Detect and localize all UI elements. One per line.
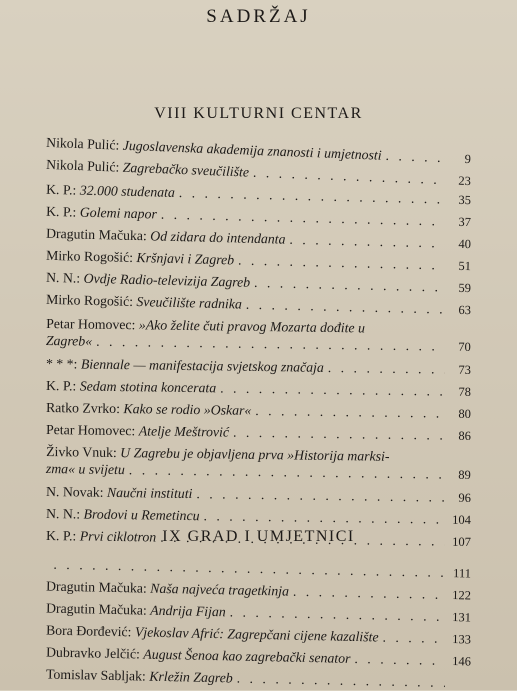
leader-dots	[220, 379, 445, 399]
entry-title: August Šenoa kao zagrebački senator	[143, 646, 350, 667]
page-number: 59	[449, 280, 471, 298]
entry-author: * * *:	[46, 355, 78, 372]
leader-dots	[233, 424, 445, 444]
entry-title: Kako se rodio »Oskar«	[123, 400, 251, 419]
entry-title: Krležin Zagreb	[149, 668, 233, 687]
entry-author: K. P.:	[46, 181, 77, 199]
entry-title: Naučni instituti	[107, 484, 193, 502]
toc-entry	[46, 666, 471, 691]
entry-author: Mirko Rogošić:	[46, 247, 133, 266]
entry-title-continued: zma« u svijetu	[46, 460, 125, 478]
page-number: 63	[449, 302, 471, 320]
page-number: 51	[449, 258, 471, 276]
entry-title: Kršnjavi i Zagreb	[136, 249, 234, 268]
page-number: 89	[449, 467, 471, 484]
entry-title: Od zidara do intendanta	[150, 227, 286, 247]
entry-author: Ratko Zvrko:	[46, 399, 120, 417]
toc-entry	[46, 377, 471, 401]
entry-title: Naša najveća tragetkinja	[150, 580, 289, 600]
toc-entry	[46, 399, 471, 423]
page-number: 122	[449, 587, 471, 604]
page-number: 40	[449, 236, 471, 254]
leader-dots	[230, 603, 446, 625]
entry-title: U Zagrebu je objavljena prva »Historija marksi-	[120, 444, 389, 465]
page-number: 80	[449, 406, 471, 423]
page-number: 96	[449, 490, 471, 507]
toc-entry	[46, 355, 471, 379]
page-number: 133	[449, 631, 471, 648]
leader-dots	[254, 274, 445, 296]
entry-title: Biennale — manifestacija svjetskog značaja	[81, 356, 324, 376]
entry-author: Dragutin Mačuka:	[46, 225, 147, 244]
leader-dots	[253, 164, 446, 188]
entry-title: 32.000 studenata	[80, 182, 175, 201]
leader-dots	[354, 650, 445, 669]
entry-author: N. Novak:	[46, 483, 104, 501]
leader-dots	[161, 206, 446, 230]
entry-title: Atelje Meštrović	[139, 422, 230, 440]
leader-dots	[96, 333, 445, 355]
entry-author: Živko Vnuk:	[46, 443, 117, 461]
toc-entry	[46, 483, 471, 507]
toc-entry	[46, 505, 471, 529]
page-number: 9	[449, 150, 472, 168]
leader-dots	[293, 583, 445, 603]
page-number: 104	[449, 512, 471, 529]
entry-title: Zagrebačko sveučilište	[122, 159, 249, 181]
entry-author: Tomislav Sabljak:	[46, 666, 146, 685]
entry-title: Sedam stotina koncerata	[80, 378, 217, 397]
leader-dots	[238, 252, 445, 274]
entry-author: K. P.:	[46, 203, 77, 221]
page-number: 78	[449, 384, 471, 401]
entry-title: Ovdje Radio-televizija Zagreb	[83, 270, 250, 291]
leader-dots	[237, 670, 446, 691]
entry-title: Sveučilište radnika	[136, 293, 242, 313]
entry-title: »Ako želite čuti pravog Mozarta dođite u	[139, 316, 365, 336]
page-number: 70	[449, 339, 471, 356]
leader-dots	[196, 485, 445, 505]
toc-entry	[46, 315, 471, 356]
entry-author: N. N.:	[46, 505, 80, 522]
entry-author: Nikola Pulić:	[46, 156, 120, 176]
entry-author: Nikola Pulić:	[46, 134, 120, 154]
leader-dots	[53, 556, 445, 581]
entry-title: Andrija Fijan	[150, 602, 226, 621]
entry-title: Prvi ciklotron	[80, 528, 157, 546]
leader-dots	[255, 402, 445, 422]
leader-dots	[328, 359, 445, 378]
entry-author: K. P.:	[46, 527, 77, 544]
leader-dots	[246, 296, 446, 318]
page-number: 86	[449, 428, 471, 445]
entry-author: Dragutin Mačuka:	[46, 578, 147, 597]
section-title-viii: VIII KULTURNI CENTAR	[0, 105, 517, 123]
page-number: 131	[449, 609, 471, 626]
page-title: SADRŽAJ	[0, 6, 517, 28]
page-number: 37	[449, 214, 471, 232]
leader-dots	[203, 507, 445, 527]
entry-title: Golemi napor	[80, 204, 157, 223]
page-number: 73	[449, 362, 471, 379]
entry-author: N. N.:	[46, 269, 81, 287]
toc-entry	[46, 421, 471, 445]
leader-dots	[385, 147, 445, 166]
entry-author: Bora Đorđević:	[46, 622, 132, 641]
entry-title: Jugoslavenska akademija znanosti i umjetnosti	[122, 137, 382, 164]
leader-dots	[129, 461, 445, 482]
section-title-ix: IX GRAD I UMJETNICI	[0, 528, 517, 546]
entry-title-continued: Zagreb«	[46, 332, 92, 350]
page-number: 111	[449, 565, 471, 582]
entry-author: Dubravko Jelčić:	[46, 644, 140, 663]
entry-title: Brodovi u Remetincu	[83, 506, 199, 525]
entry-author: Petar Homovec:	[46, 421, 136, 439]
entry-author: Petar Homovec:	[46, 315, 136, 333]
leader-dots	[382, 629, 445, 647]
entry-author: Mirko Rogošić:	[46, 291, 133, 310]
entry-author: K. P.:	[46, 377, 77, 394]
entry-author: Dragutin Mačuka:	[46, 600, 147, 619]
entry-title: Vjekoslav Afrić: Zagrepčani cijene kazalište	[135, 623, 379, 645]
leader-dots	[289, 231, 445, 252]
page-number: 146	[449, 653, 471, 670]
page-number: 23	[449, 172, 472, 190]
page-number: 107	[449, 534, 471, 551]
page-number: 35	[449, 192, 471, 210]
toc-entry	[46, 443, 471, 484]
